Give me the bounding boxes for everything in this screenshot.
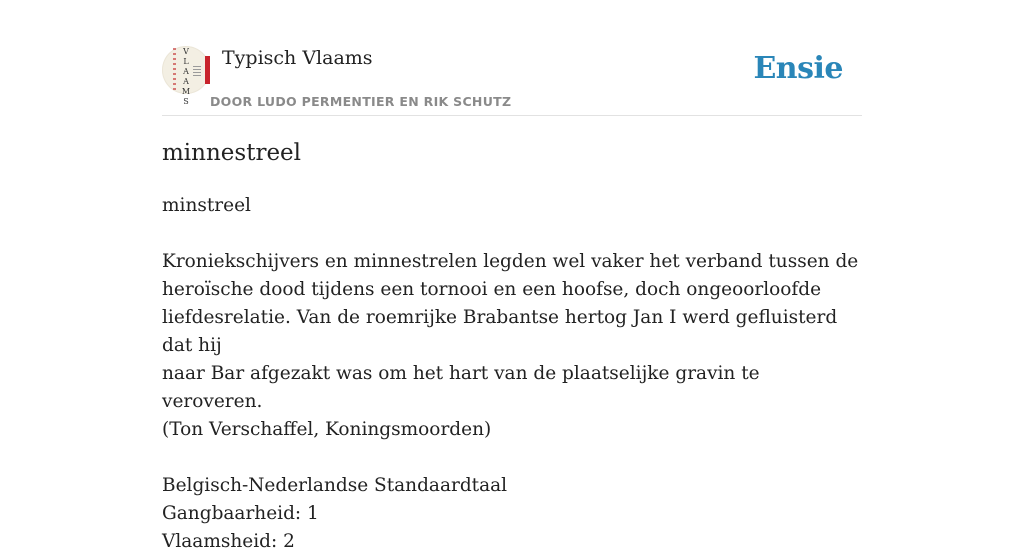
site-title[interactable]: Typisch Vlaams [222,47,373,69]
spacer [162,444,862,472]
entry-term: minnestreel [162,140,302,166]
site-logo[interactable] [162,46,210,106]
header [162,0,862,116]
spacer [162,220,862,248]
language-label: Belgisch-Nederlandse Standaardtaal [162,475,508,496]
page [162,0,862,552]
example-line: naar Bar afgezakt was om het hart van de plaatselijke gravin te veroveren. [162,363,760,412]
logo-lines [193,66,201,76]
example-line: liefdesrelatie. Van de roemrijke Brabantse hertog Jan I werd gefluisterd dat hij [162,307,838,356]
logo-strip [173,48,176,92]
example-line: heroïsche dood tijdens een tornooi en een hoofse, doch ongeoorloofde [162,279,822,300]
byline: DOOR LUDO PERMENTIER EN RIK SCHUTZ [210,94,512,109]
gangbaarheid-label: Gangbaarheid: 1 [162,503,319,524]
example-source: (Ton Verschaffel, Koningsmoorden) [162,419,492,440]
logo-letters: V L A A M S [181,47,191,106]
entry-definition: minstreel [162,195,251,216]
brand-logo[interactable]: Ensie [753,51,843,86]
vlaamsheid-label: Vlaamsheid: 2 [162,531,295,552]
logo-red-bar [205,56,210,84]
entry-content [162,192,862,556]
example-line: Kroniekschijvers en minnestrelen legden wel vaker het verband tussen de [162,251,859,272]
